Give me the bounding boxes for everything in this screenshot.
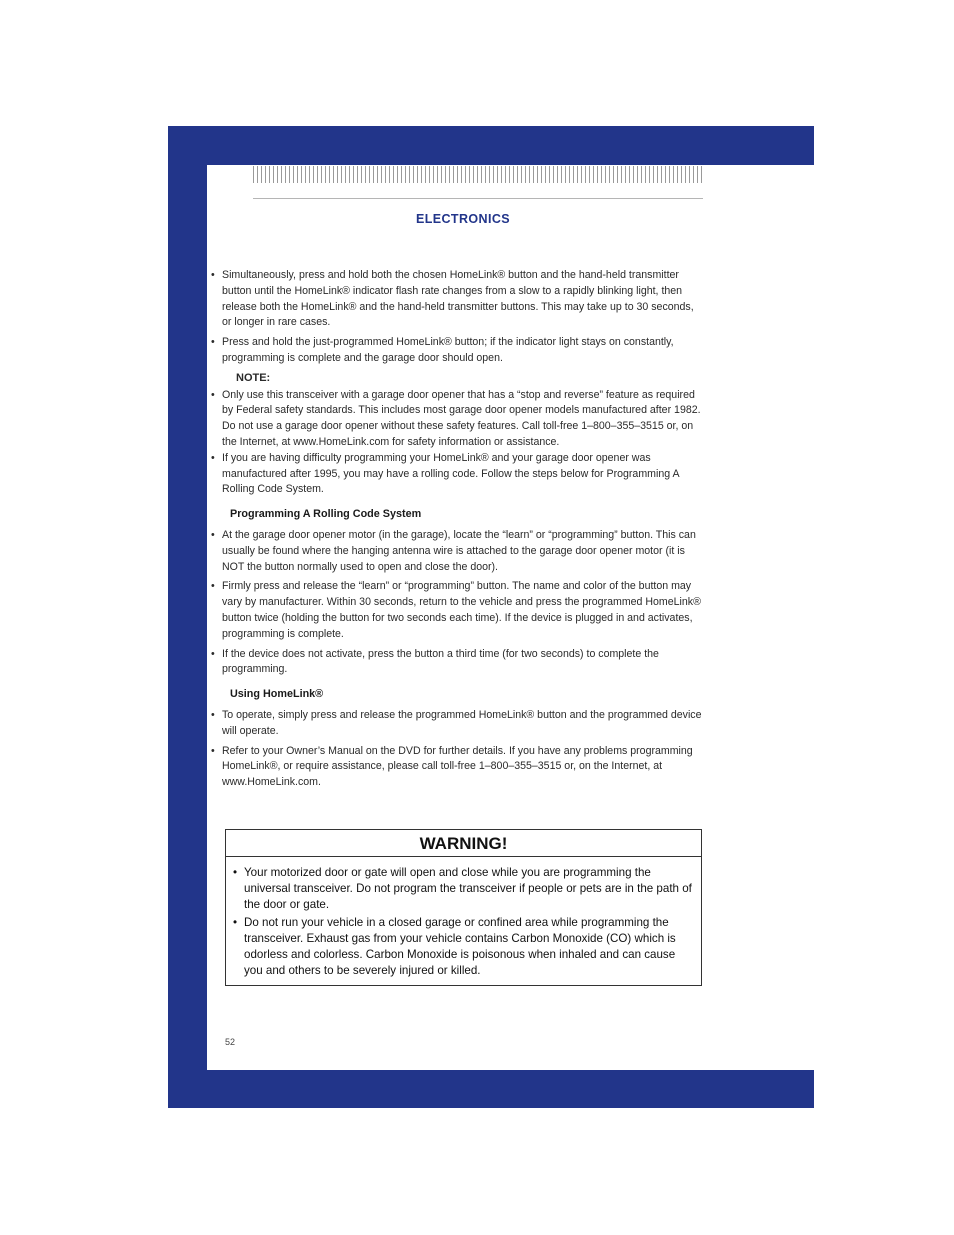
list-item: • At the garage door opener motor (in the garage), locate the “learn” or “programming” button. This can usually be found where the hanging antenna wire is attached to the garage door opener motor (it is NOT the button normally used to open and close the door). [222, 528, 702, 575]
rolling-code-intro-list [222, 451, 702, 498]
list-item: • Press and hold the just-programmed HomeLink® button; if the indicator light stays on constantly, programming is complete and the garage door should open. [222, 335, 702, 367]
note-list [222, 388, 702, 451]
list-item: • Simultaneously, press and hold both the chosen HomeLink® button and the hand-held transmitter button until the HomeLink® indicator flash rate changes from a slow to a rapidly blinking light, then release both the HomeLink® and the hand-held transmitter buttons. This may take up to 30 seconds, or longer in rare cases. [222, 268, 702, 331]
rolling-code-list [222, 528, 702, 678]
decorative-ruler [253, 166, 703, 183]
list-item: • Your motorized door or gate will open and close while you are programming the universal transceiver. Do not program the transceiver if people or pets are in the path of the door or gate. [244, 865, 693, 913]
using-homelink-heading: Using HomeLink® [230, 688, 324, 701]
list-item: • If you are having difficulty programming your HomeLink® and your garage door opener was manufactured after 1995, you may have a rolling code. Follow the steps below for Programming A Rolling Code System. [222, 451, 702, 498]
list-item: • Refer to your Owner’s Manual on the DVD for further details. If you have any problems programming HomeLink®, or require assistance, please call toll-free 1–800–355–3515 or, on the Internet, at www.HomeLink.com. [222, 744, 702, 791]
warning-list [226, 865, 701, 979]
list-item: • Only use this transceiver with a garage door opener that has a “stop and reverse” feature as required by Federal safety standards. This includes most garage door opener models manufactured after 1982. Do not use a garage door opener without these safety features. Call toll-free 1–800–355–3515 or, on the Internet, at www.HomeLink.com for safety information or assistance. [222, 388, 702, 451]
warning-box [225, 829, 702, 986]
rolling-code-heading: Programming A Rolling Code System [230, 508, 422, 521]
program-steps-list [222, 268, 702, 367]
header-rule [253, 198, 703, 199]
list-item: • Do not run your vehicle in a closed garage or confined area while programming the transceiver. Exhaust gas from your vehicle contains Carbon Monoxide (CO) which is odorless and colorless. Carbon Monoxide is poisonous when inhaled and can cause you and others to be severely injured or killed. [244, 915, 693, 979]
using-homelink-list [222, 708, 702, 791]
page-number: 52 [225, 1037, 236, 1047]
section-title: ELECTRONICS [416, 212, 510, 226]
list-item: • If the device does not activate, press the button a third time (for two seconds) to complete the programming. [222, 647, 702, 679]
warning-title: WARNING! [226, 830, 701, 857]
list-item: • Firmly press and release the “learn” or “programming” button. The name and color of the button may vary by manufacturer. Within 30 seconds, return to the vehicle and press the programmed HomeLink® button twice (holding the button for two seconds each time). If the device is plugged in and activates, programming is complete. [222, 579, 702, 642]
page-content [222, 268, 702, 795]
note-label: NOTE: [236, 371, 271, 384]
list-item: • To operate, simply press and release the programmed HomeLink® button and the programmed device will operate. [222, 708, 702, 740]
